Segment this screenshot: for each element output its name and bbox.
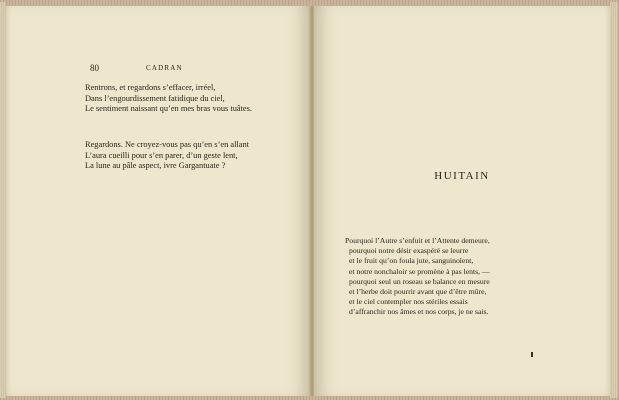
verse-line: L’aura cueilli pour s’en parer, d’un geste lent, [85,150,238,160]
verse-line: et l’herbe doit pourrir avant que d’être mûre, [349,287,487,297]
verse-line: Dans l’engourdissement fatidique du ciel, [85,93,225,103]
verse-line: Pourquoi l’Autre s’enfuit et l’Attente demeure, [345,236,490,245]
verse-line: et le fruit qu’on foula jute, sanguinolent, [349,256,474,266]
poem-body [345,236,490,318]
verse-line: et le ciel contempler nos stériles essais [349,297,468,307]
running-head: CADRAN [146,64,183,72]
verse-line: pourquoi notre désir exaspéré se leurre [349,246,469,256]
verse-line: et notre nonchaloir se promène à pas lents, — [349,266,490,276]
verse-line: d’affranchir nos âmes et nos corps, je ne sais. [349,307,489,317]
verse-line: Regardons. Ne croyez-vous pas qu’en s’en allant [85,140,249,149]
left-page [6,6,310,396]
page-number: 80 [90,63,99,73]
verse-line: Le sentiment naissant qu’en mes bras vous tuâtes. [85,104,252,113]
poem-title: HUITAIN [434,170,490,182]
signature-mark [531,352,533,357]
stanza-1 [85,83,252,115]
verse-line: pourquoi seul un roseau se balance en mesure [349,276,490,286]
right-page [314,6,610,396]
page-edges-right [610,2,618,398]
stanza-2 [85,140,249,172]
verse-line: La lune au pâle aspect, ivre Gargantuate ? [85,161,226,170]
verse-line: Rentrons, et regardons s’effacer, irréel, [85,83,216,92]
